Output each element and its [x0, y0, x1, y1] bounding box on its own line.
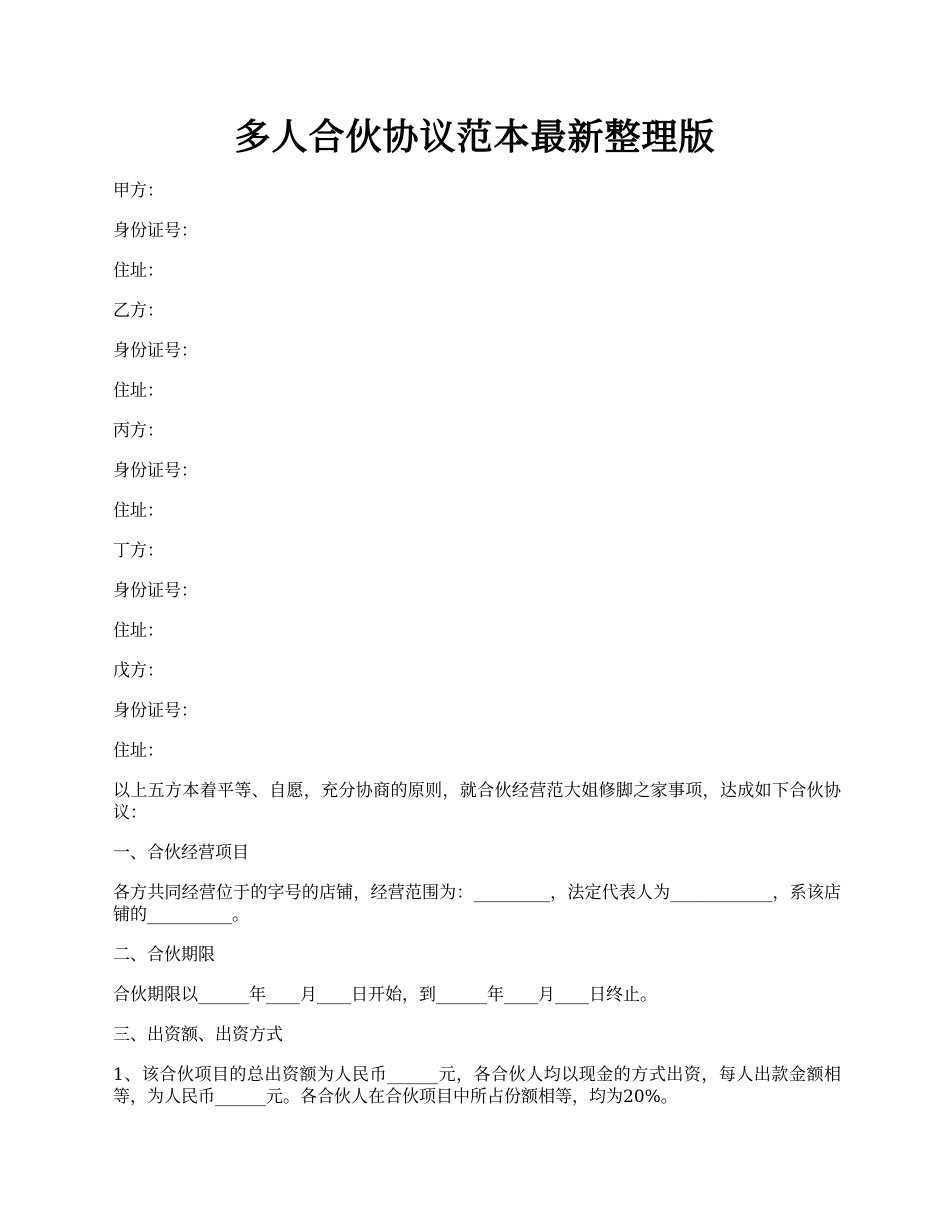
party-e-label: 戊方：: [113, 661, 164, 681]
party-c-address-label: 住址：: [113, 501, 164, 521]
party-d-address-label: 住址：: [113, 621, 164, 641]
party-d-id-label: 身份证号：: [113, 581, 198, 601]
intro-paragraph: 以上五方本着平等、自愿，充分协商的原则，就合伙经营范大姐修脚之家事项，达成如下合伙协议：: [113, 781, 841, 823]
section-2-paragraph: 合伙期限以______年____月____日开始，到______年____月____日终止。: [113, 985, 657, 1005]
party-a-id-label: 身份证号：: [113, 221, 198, 241]
document-title: 多人合伙协议范本最新整理版: [234, 116, 716, 158]
section-1-heading: 一、合伙经营项目: [113, 843, 249, 863]
party-c-id-label: 身份证号：: [113, 461, 198, 481]
party-a-label: 甲方：: [113, 181, 164, 201]
party-e-id-label: 身份证号：: [113, 701, 198, 721]
party-c-label: 丙方：: [113, 421, 164, 441]
party-b-label: 乙方：: [113, 301, 164, 321]
party-a-address-label: 住址：: [113, 261, 164, 281]
section-2-heading: 二、合伙期限: [113, 945, 215, 965]
section-1-paragraph: 各方共同经营位于的字号的店铺，经营范围为：_________，法定代表人为____________，系该店铺的__________。: [113, 883, 841, 925]
section-3-heading: 三、出资额、出资方式: [113, 1025, 283, 1045]
document-body: [113, 180, 841, 1126]
party-b-id-label: 身份证号：: [113, 341, 198, 361]
party-b-address-label: 住址：: [113, 381, 164, 401]
section-3-paragraph: 1、该合伙项目的总出资额为人民币______元，各合伙人均以现金的方式出资，每人出款金额相等，为人民币______元。各合伙人在合伙项目中所占份额相等，均为20%。: [113, 1065, 841, 1107]
party-d-label: 丁方：: [113, 541, 164, 561]
party-e-address-label: 住址：: [113, 741, 164, 761]
